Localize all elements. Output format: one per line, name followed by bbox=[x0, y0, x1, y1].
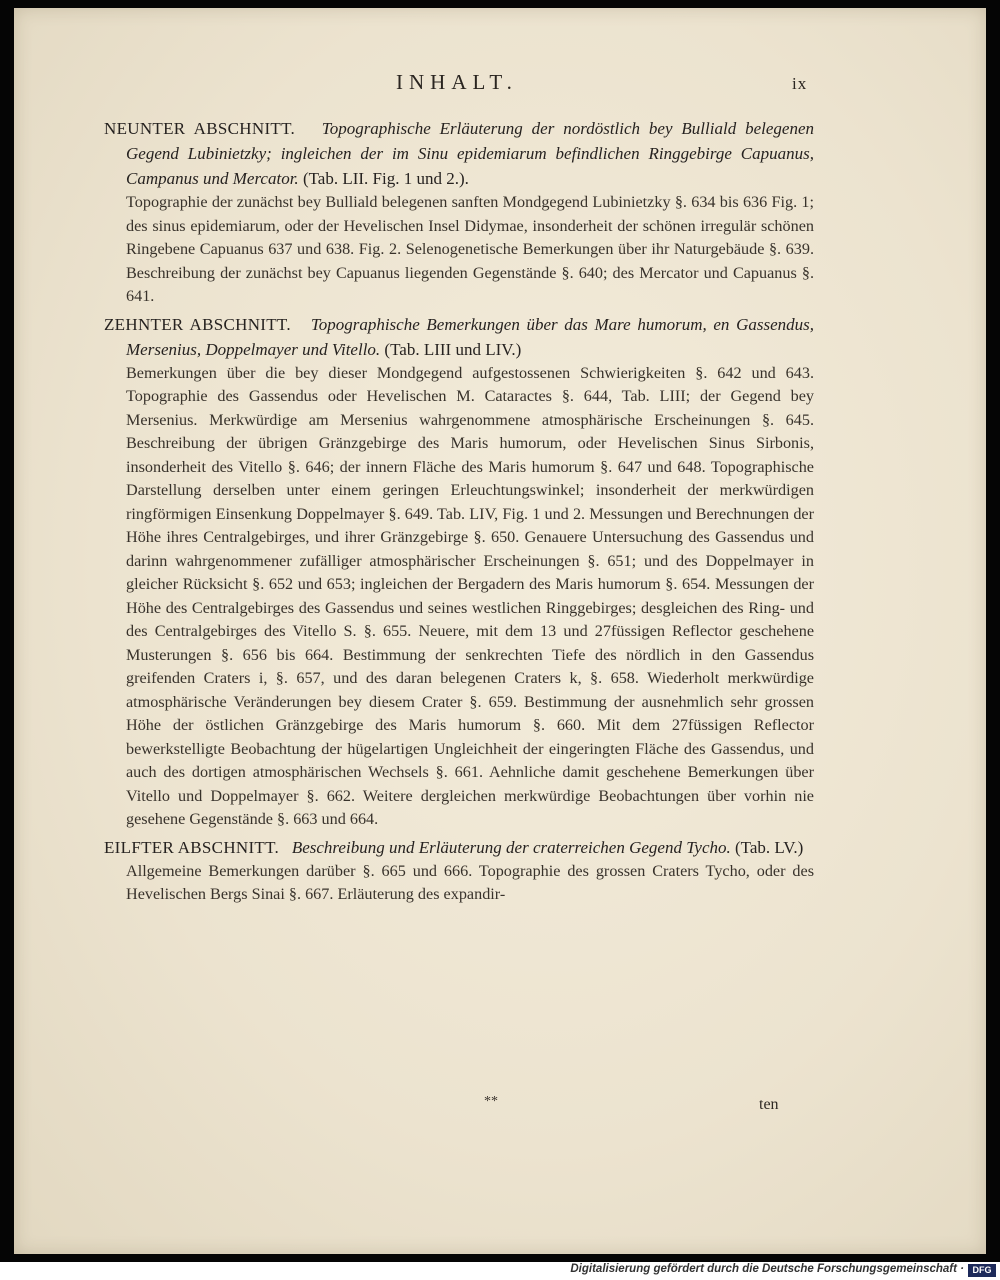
running-head bbox=[14, 70, 986, 100]
funding-notice: Digitalisierung gefördert durch die Deutsche Forschungsgemeinschaft · bbox=[570, 1263, 964, 1275]
page-footer bbox=[14, 1094, 986, 1118]
section-label: EILFTER ABSCHNITT. bbox=[104, 837, 280, 857]
section-plate-reference: (Tab. LII. Fig. 1 und 2.). bbox=[302, 169, 469, 188]
section-plate-reference: (Tab. LV.) bbox=[735, 837, 804, 857]
table-of-contents bbox=[104, 116, 814, 910]
section-summary: Allgemeine Bemerkungen darüber §. 665 und 666. Topographie des grossen Craters Tycho, oder des Hevelischen Bergs Sinai §. 667. Erläuterung des expandir- bbox=[126, 861, 814, 903]
section-title: Beschreibung und Erläuterung der craterreichen Gegend Tycho. bbox=[291, 837, 731, 857]
funding-banner bbox=[0, 1262, 1000, 1280]
dfg-logo-icon: DFG bbox=[968, 1264, 996, 1277]
section-heading-11 bbox=[104, 835, 814, 860]
signature-mark: ** bbox=[484, 1094, 498, 1109]
catchword: ten bbox=[759, 1096, 779, 1113]
section-summary: Topographie der zunächst bey Bulliald belegenen sanften Mondgegend Lubinietzky §. 634 bis 636 Fig. 1; des sinus epidemiarum, oder der Hevelischen Insel Didymae, insonderheit der schönen irregulär schönen Ringebene Capuanus 637 und 638. Fig. 2. Selenogenetische Bemerkungen über ihr Naturgebäude §. 639. Beschreibung der zunächst bey Capuanus liegenden Gegenstände §. 640; des Mercator und Capuanus §. 641. bbox=[126, 193, 814, 305]
page-number: ix bbox=[792, 74, 808, 93]
page-title: INHALT. bbox=[396, 70, 518, 94]
section-title: Topographische Bemerkungen über das Mare humorum, en Gassendus, Mersenius, Doppelmayer und Vitello. bbox=[126, 314, 814, 359]
section-heading-9 bbox=[104, 116, 814, 191]
section-label: ZEHNTER ABSCHNITT. bbox=[104, 314, 291, 334]
section-plate-reference: (Tab. LIII und LIV.) bbox=[384, 339, 522, 359]
section-heading-10 bbox=[104, 312, 814, 362]
section-summary: Bemerkungen über die bey dieser Mondgegend aufgestossenen Schwierigkeiten §. 642 und 643. Topographie des Gassendus oder Hevelischen M. Cataractes §. 644, Tab. LIII; der Gegend bey Mersenius. Merkwürdige am Mersenius wahrgenommene atmosphärische Erscheinungen §. 645. Beschreibung der übrigen Gränzgebirge des Maris humorum, oder Hevelischen Sinus Sirbonis, insonderheit des Vitello §. 646; der innern Fläche des Maris humorum §. 647 und 648. Topographische Darstellung derselben unter einem geringen Erleuchtungswinkel; insonderheit der merkwürdigen ringförmigen Einsenkung Doppelmayer §. 649. Tab. LIV, Fig. 1 und 2. Messungen und Berechnungen der Höhe ihres Centralgebirges, und ihrer Gränzgebirge §. 650. Genauere Untersuchung des Gassendus und darinn wahrgenommener zufälliger atmosphärischer Erscheinungen §. 651; und des Doppelmayer in gleicher Rücksicht §. 652 und 653; ingleichen der Bergadern des Maris humorum §. 654. Messungen der Höhe des Centralgebirges des Gassendus und seines westlichen Ringgebirges; desgleichen des Ring- und des Centralgebirges des Vitello S. §. 655. Neuere, mit dem 13 und 27füssigen Reflector geschehene Musterungen §. 656 bis 664. Bestimmung der senkrechten Tiefe des nördlich in den Gassendus greifenden Craters i, §. 657, und des daran belegenen Craters k, §. 658. Wiederholt merkwürdige atmosphärische Veränderungen bey diesem Crater §. 659. Bestimmung der ausnehmlich sehr grossen Höhe der östlichen Gränzgebirge des Maris humorum §. 660. Mit dem 27füssigen Reflector bewerkstelligte Beobachtung der hügelartigen Ungleichheit der eingeringten Fläche des Gassendus, und auch des dortigen atmosphärischen Wechsels §. 661. Aehnliche damit geschehene Bemerkungen über Vitello und Doppelmayer §. 662. Weitere dergleichen merkwürdige Beobachtungen über vorhin nie gesehene Gegenstände §. 663 und 664. bbox=[126, 363, 814, 828]
section-title: Topographische Erläuterung der nordöstlich bey Bulliald belegenen Gegend Lubinietzky; ingleichen der im Sinu epidemiarum befindlichen Ringgebirge Capuanus, Campanus und Mercator. bbox=[126, 119, 815, 188]
book-page bbox=[14, 8, 986, 1254]
section-label: NEUNTER ABSCHNITT. bbox=[104, 119, 296, 138]
